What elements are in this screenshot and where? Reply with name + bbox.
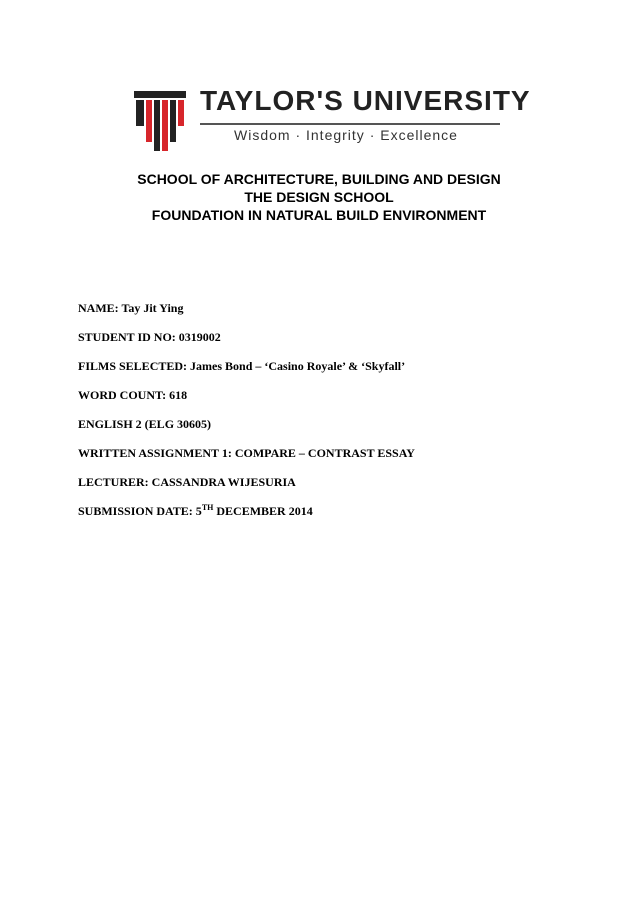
submission-date-ordinal: TH: [201, 503, 214, 512]
films-field: FILMS SELECTED: James Bond – ‘Casino Royale’ & ‘Skyfall’: [78, 359, 406, 373]
logo-emblem-icon: [134, 91, 186, 151]
submission-date-field: [78, 503, 415, 519]
word-count-field: WORD COUNT: 618: [78, 388, 188, 402]
school-heading: [0, 170, 638, 224]
logo-title: TAYLOR'S UNIVERSITY: [200, 85, 531, 116]
logo-tagline: Wisdom · Integrity · Excellence: [234, 127, 458, 143]
name-field: NAME: Tay Jit Ying: [78, 301, 184, 315]
school-line-1: SCHOOL OF ARCHITECTURE, BUILDING AND DESIGN: [137, 171, 501, 187]
university-logo: [134, 85, 531, 153]
school-line-3: FOUNDATION IN NATURAL BUILD ENVIRONMENT: [151, 207, 487, 223]
course-field: ENGLISH 2 (ELG 30605): [78, 417, 212, 431]
assignment-field: WRITTEN ASSIGNMENT 1: COMPARE – CONTRAST ESSAY: [78, 446, 415, 460]
submission-date-suffix: DECEMBER 2014: [213, 504, 313, 518]
school-line-2: THE DESIGN SCHOOL: [244, 189, 394, 205]
lecturer-field: LECTURER: CASSANDRA WIJESURIA: [78, 475, 296, 489]
submission-date-prefix: SUBMISSION DATE: 5: [78, 504, 202, 518]
student-id-field: STUDENT ID NO: 0319002: [78, 330, 221, 344]
student-details: [78, 300, 415, 532]
logo-divider: [200, 123, 500, 125]
